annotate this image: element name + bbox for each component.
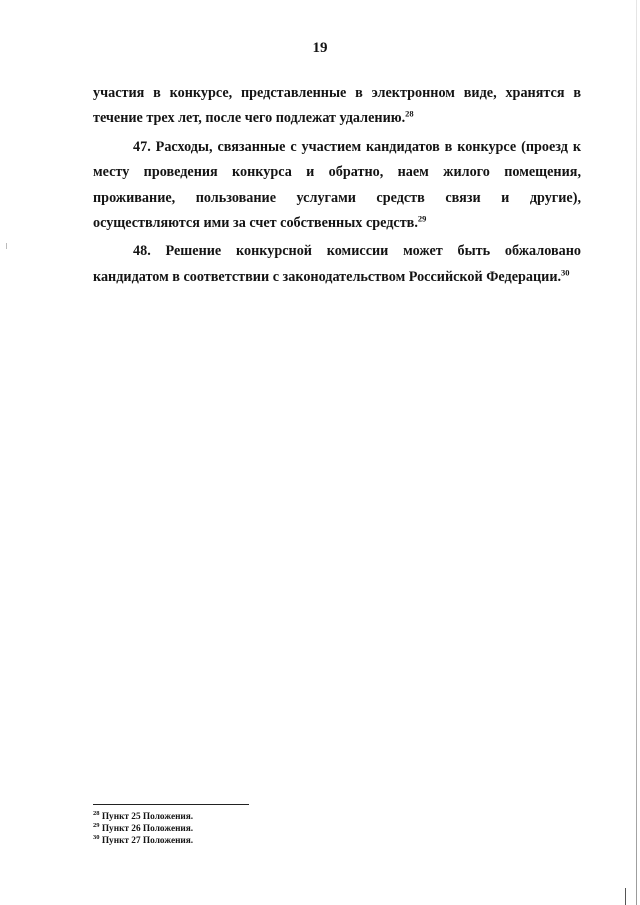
footnote-reference: 29 bbox=[417, 213, 427, 224]
footnotes bbox=[93, 811, 393, 848]
paragraph-47 bbox=[93, 135, 581, 237]
footnote-mark: 30 bbox=[93, 834, 100, 842]
paragraph-text: 47. Расходы, связанные с участием кандидатов в конкурсе (проезд к месту проведения конкурса и обратно, наем жилого помещения, проживание, пользование услугами средств связи и другие), осуществляются ими за счет собственных средств. bbox=[93, 138, 581, 232]
scan-edge-mark bbox=[625, 888, 626, 905]
footnote-reference: 30 bbox=[561, 267, 570, 278]
paragraph-continuation bbox=[93, 81, 581, 132]
footnote-text: Пункт 26 Положения. bbox=[101, 824, 194, 835]
footnote-29 bbox=[93, 823, 393, 835]
scan-edge-line bbox=[636, 0, 637, 905]
footnote-30 bbox=[93, 835, 393, 847]
footnote-reference: 28 bbox=[405, 108, 414, 119]
footnote-28 bbox=[93, 811, 393, 823]
paragraph-text: 48. Решение конкурсной комиссии может быть обжаловано кандидатом в соответствии с законодательством Российской Федерации. bbox=[93, 243, 581, 285]
footnote-mark: 29 bbox=[93, 822, 100, 830]
paragraph-48 bbox=[93, 239, 581, 290]
footnote-text: Пункт 27 Положения. bbox=[101, 836, 194, 847]
paragraph-text: участия в конкурсе, представленные в электронном виде, хранятся в течение трех лет, после чего подлежат удалению. bbox=[93, 85, 581, 127]
footnote-separator bbox=[93, 804, 249, 805]
footnote-mark: 28 bbox=[93, 809, 100, 817]
footnote-text: Пункт 25 Положения. bbox=[101, 812, 194, 822]
body-text bbox=[93, 81, 581, 290]
page-number: 19 bbox=[312, 40, 328, 56]
scan-speck bbox=[6, 243, 7, 249]
